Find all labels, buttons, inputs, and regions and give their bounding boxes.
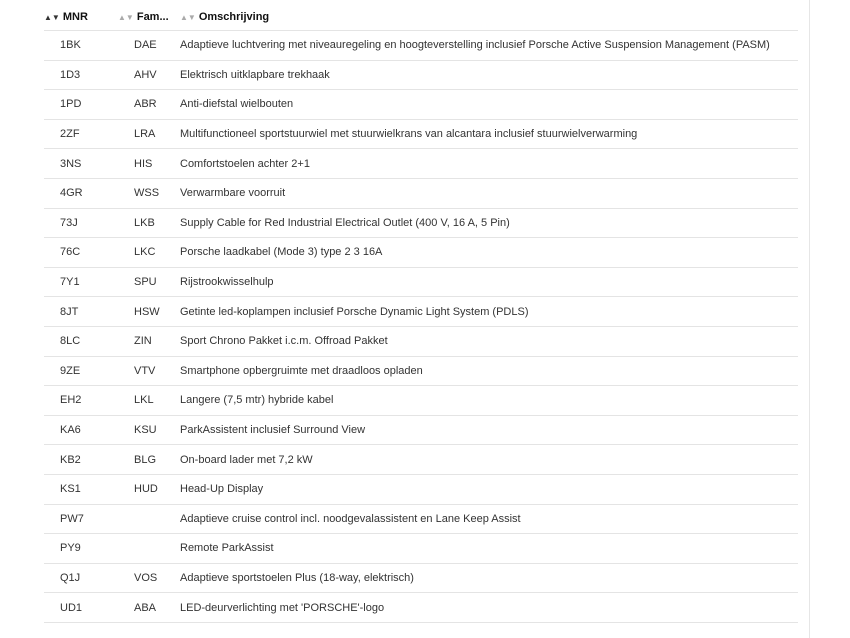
cell-mnr: EH2 (44, 386, 118, 416)
cell-family: HIS (118, 149, 180, 179)
cell-description: Adaptieve sportstoelen Plus (18-way, elektrisch) (180, 563, 798, 593)
cell-description: Rijstrookwisselhulp (180, 267, 798, 297)
cell-family: VOS (118, 563, 180, 593)
cell-description: Supply Cable for Red Industrial Electrical Outlet (400 V, 16 A, 5 Pin) (180, 208, 798, 238)
cell-family: VTV (118, 356, 180, 386)
cell-family: WSS (118, 178, 180, 208)
options-table (44, 4, 798, 623)
table-row (44, 445, 798, 475)
cell-family: LKB (118, 208, 180, 238)
table-row (44, 208, 798, 238)
table-header-row (44, 4, 798, 31)
table-row (44, 326, 798, 356)
cell-mnr: 1D3 (44, 60, 118, 90)
cell-description: Head-Up Display (180, 474, 798, 504)
cell-family: LKL (118, 386, 180, 416)
table-row (44, 563, 798, 593)
cell-description: Smartphone opbergruimte met draadloos opladen (180, 356, 798, 386)
cell-description: Elektrisch uitklapbare trekhaak (180, 60, 798, 90)
cell-mnr: 1BK (44, 31, 118, 61)
cell-description: Adaptieve cruise control incl. noodgevalassistent en Lane Keep Assist (180, 504, 798, 534)
table-row (44, 386, 798, 416)
cell-family: DAE (118, 31, 180, 61)
table-row (44, 149, 798, 179)
table-row (44, 534, 798, 564)
cell-mnr: PY9 (44, 534, 118, 564)
cell-mnr: KS1 (44, 474, 118, 504)
panel-divider (809, 0, 810, 638)
cell-description: Langere (7,5 mtr) hybride kabel (180, 386, 798, 416)
cell-description: LED-deurverlichting met 'PORSCHE'-logo (180, 593, 798, 623)
cell-family: BLG (118, 445, 180, 475)
table-row (44, 415, 798, 445)
cell-family: HUD (118, 474, 180, 504)
cell-family: LKC (118, 238, 180, 268)
cell-family: ZIN (118, 326, 180, 356)
sort-icon: ▲▼ (44, 13, 60, 22)
cell-description: On-board lader met 7,2 kW (180, 445, 798, 475)
cell-mnr: PW7 (44, 504, 118, 534)
cell-description: Multifunctioneel sportstuurwiel met stuurwielkrans van alcantara inclusief stuurwielverwarming (180, 119, 798, 149)
cell-mnr: 9ZE (44, 356, 118, 386)
cell-mnr: KB2 (44, 445, 118, 475)
sort-icon: ▲▼ (118, 13, 134, 22)
cell-description: Verwarmbare voorruit (180, 178, 798, 208)
cell-mnr: 7Y1 (44, 267, 118, 297)
table-row (44, 60, 798, 90)
table-row (44, 238, 798, 268)
table-row (44, 356, 798, 386)
cell-family: ABR (118, 90, 180, 120)
cell-family: HSW (118, 297, 180, 327)
cell-family: SPU (118, 267, 180, 297)
cell-mnr: 8JT (44, 297, 118, 327)
cell-mnr: Q1J (44, 563, 118, 593)
cell-mnr: 4GR (44, 178, 118, 208)
cell-description: ParkAssistent inclusief Surround View (180, 415, 798, 445)
cell-family (118, 504, 180, 534)
column-header-mnr[interactable]: ▲▼ MNR (44, 11, 88, 23)
cell-mnr: UD1 (44, 593, 118, 623)
cell-description: Porsche laadkabel (Mode 3) type 2 3 16A (180, 238, 798, 268)
column-header-description[interactable]: ▲▼ Omschrijving (180, 11, 270, 23)
table-row (44, 474, 798, 504)
cell-description: Sport Chrono Pakket i.c.m. Offroad Pakket (180, 326, 798, 356)
table-row (44, 119, 798, 149)
table-row (44, 297, 798, 327)
table-row (44, 31, 798, 61)
cell-description: Anti-diefstal wielbouten (180, 90, 798, 120)
cell-mnr: 76C (44, 238, 118, 268)
cell-family: KSU (118, 415, 180, 445)
cell-description: Getinte led-koplampen inclusief Porsche Dynamic Light System (PDLS) (180, 297, 798, 327)
cell-mnr: 2ZF (44, 119, 118, 149)
cell-mnr: KA6 (44, 415, 118, 445)
column-header-family[interactable]: ▲▼ Fam... (118, 11, 169, 23)
cell-mnr: 73J (44, 208, 118, 238)
cell-family: LRA (118, 119, 180, 149)
sort-icon: ▲▼ (180, 13, 196, 22)
table-row (44, 504, 798, 534)
cell-mnr: 8LC (44, 326, 118, 356)
cell-family: ABA (118, 593, 180, 623)
table-row (44, 593, 798, 623)
cell-family (118, 534, 180, 564)
cell-description: Comfortstoelen achter 2+1 (180, 149, 798, 179)
cell-mnr: 3NS (44, 149, 118, 179)
table-row (44, 178, 798, 208)
table-row (44, 90, 798, 120)
cell-description: Remote ParkAssist (180, 534, 798, 564)
cell-description: Adaptieve luchtvering met niveauregeling en hoogteverstelling inclusief Porsche Active Suspension Management (PASM) (180, 31, 798, 61)
cell-family: AHV (118, 60, 180, 90)
table-row (44, 267, 798, 297)
cell-mnr: 1PD (44, 90, 118, 120)
